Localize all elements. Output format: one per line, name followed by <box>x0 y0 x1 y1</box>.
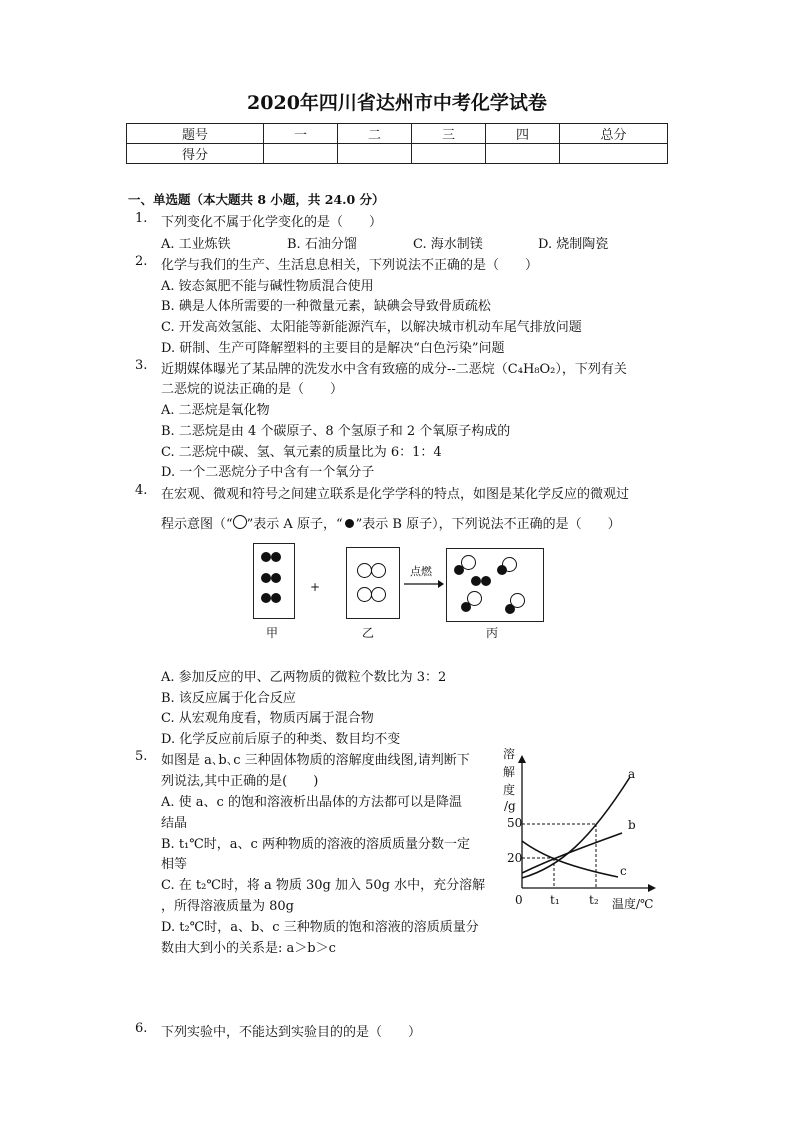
option: A. 铵态氮肥不能与碱性物质混合使用 <box>161 279 374 294</box>
question-stem: 在宏观、微观和符号之间建立联系是化学学科的特点，如图是某化学反应的微观过 <box>161 487 630 502</box>
white-atom-icon <box>371 587 386 602</box>
black-atom-icon <box>481 576 491 586</box>
x-tick-t1: t₁ <box>550 893 560 907</box>
curve-label-c: c <box>620 864 627 878</box>
option: A. 二恶烷是氧化物 <box>161 403 270 418</box>
figure-label-jia: 甲 <box>266 626 279 640</box>
white-atom-icon <box>357 587 372 602</box>
header-cell: 题号 <box>127 124 264 144</box>
figure-label-yi: 乙 <box>362 626 375 640</box>
graph-origin: 0 <box>515 893 523 907</box>
header-cell: 三 <box>412 124 486 144</box>
black-atom-icon <box>271 593 281 603</box>
stem-part: ”表示 A 原子，“ <box>246 517 343 532</box>
question-stem: 近期媒体曝光了某品牌的洗发水中含有致癌的成分--二恶烷（C₄H₈O₂），下列有关 <box>161 362 627 377</box>
black-atom-icon <box>454 565 464 575</box>
black-atom-icon <box>261 552 271 562</box>
question-stem-line2 <box>161 513 621 532</box>
option: D. 化学反应前后原子的种类、数目均不变 <box>161 732 401 747</box>
question-number: 1. <box>135 211 148 226</box>
option: C. 二恶烷中碳、氢、氧元素的质量比为 6：1：4 <box>161 445 442 460</box>
row-label-cell: 得分 <box>127 144 264 164</box>
black-atom-icon <box>261 593 271 603</box>
option: B. 石油分馏 <box>287 237 357 252</box>
option: B. 二恶烷是由 4 个碳原子、8 个氢原子和 2 个氧原子构成的 <box>161 424 511 439</box>
score-cell[interactable] <box>264 144 338 164</box>
score-cell[interactable] <box>338 144 412 164</box>
question-stem: 二恶烷的说法正确的是（ ） <box>161 382 344 397</box>
reactant-yi-box <box>346 547 400 619</box>
header-cell: 四 <box>486 124 560 144</box>
black-atom-icon <box>461 602 471 612</box>
white-atom-icon <box>371 563 386 578</box>
question-number: 4. <box>135 483 148 498</box>
header-cell: 二 <box>338 124 412 144</box>
header-cell: 总分 <box>560 124 668 144</box>
black-atom-icon <box>497 565 507 575</box>
curve-label-a: a <box>628 767 636 781</box>
black-atom-icon <box>505 604 515 614</box>
option: C. 在 t₂℃时，将 a 物质 30g 加入 50g 水中，充分溶解 <box>161 878 486 893</box>
page-title: 2020年四川省达州市中考化学试卷 <box>247 92 547 114</box>
question-number: 6. <box>135 1021 148 1036</box>
question-stem: 下列实验中，不能达到实验目的的是（ ） <box>161 1025 422 1040</box>
graph-xlabel: 温度/℃ <box>612 897 654 911</box>
black-atom-icon <box>271 552 281 562</box>
option: D. t₂℃时，a、b、c 三种物质的饱和溶液的溶质质量分 <box>161 920 479 935</box>
reaction-arrow-icon <box>402 578 444 590</box>
curve-a <box>522 777 630 878</box>
black-atom-icon <box>345 519 354 528</box>
figure-label-bing: 丙 <box>486 626 499 640</box>
option-continued: 数由大到小的关系是: a＞b＞c <box>161 941 336 956</box>
question-stem: 下列变化不属于化学变化的是（ ） <box>161 215 383 230</box>
option-continued: 结晶 <box>161 816 188 831</box>
product-bing-box <box>446 548 544 622</box>
option: C. 海水制镁 <box>413 237 483 252</box>
black-atom-icon <box>471 576 481 586</box>
question-stem: 列说法,其中正确的是( ) <box>161 774 319 789</box>
option: D. 烧制陶瓷 <box>538 237 609 252</box>
option: B. 该反应属于化合反应 <box>161 691 296 706</box>
score-cell[interactable] <box>412 144 486 164</box>
score-table-header-row <box>127 124 668 144</box>
header-cell: 一 <box>264 124 338 144</box>
question-number: 5. <box>135 749 148 764</box>
x-tick-t2: t₂ <box>589 893 599 907</box>
curve-label-b: b <box>628 818 636 832</box>
solubility-graph <box>500 755 670 905</box>
option-continued: ，所得溶液质量为 80g <box>161 899 294 914</box>
arrow-label: 点燃 <box>410 565 432 578</box>
score-table-score-row <box>127 144 668 164</box>
option: A. 使 a、c 的饱和溶液析出晶体的方法都可以是降温 <box>161 795 462 810</box>
option: C. 开发高效氢能、太阳能等新能源汽车，以解决城市机动车尾气排放问题 <box>161 320 582 335</box>
graph-ylabel: 度 <box>503 783 516 797</box>
graph-ylabel: /g <box>504 799 516 813</box>
option: D. 一个二恶烷分子中含有一个氧分子 <box>161 465 375 480</box>
option: D. 研制、生产可降解塑料的主要目的是解决“白色污染”问题 <box>161 341 505 356</box>
y-axis-arrow-icon <box>518 755 526 763</box>
option: B. 碘是人体所需要的一种微量元素，缺碘会导致骨质疏松 <box>161 299 491 314</box>
plus-sign: + <box>310 580 321 594</box>
white-atom-icon <box>357 563 372 578</box>
score-table <box>126 123 668 164</box>
stem-part: 程示意图（“ <box>161 517 233 532</box>
option: A. 参加反应的甲、乙两物质的微粒个数比为 3：2 <box>161 670 447 685</box>
y-tick-20: 20 <box>507 851 523 865</box>
section-heading: 一、单选题（本大题共 8 小题，共 24.0 分） <box>128 192 385 207</box>
stem-part: ”表示 B 原子），下列说法不正确的是（ ） <box>355 517 621 532</box>
question-stem: 化学与我们的生产、生活息息相关，下列说法不正确的是（ ） <box>161 258 539 273</box>
score-cell[interactable] <box>560 144 668 164</box>
question-number: 2. <box>135 254 148 269</box>
option: C. 从宏观角度看，物质丙属于混合物 <box>161 711 374 726</box>
option: B. t₁℃时，a、c 两种物质的溶液的溶质质量分数一定 <box>161 837 470 852</box>
black-atom-icon <box>271 573 281 583</box>
black-atom-icon <box>261 573 271 583</box>
graph-ylabel: 解 <box>503 765 516 779</box>
score-cell[interactable] <box>486 144 560 164</box>
question-stem: 如图是 a､b､c 三种固体物质的溶解度曲线图,请判断下 <box>161 753 470 768</box>
reactant-jia-box <box>253 543 295 619</box>
curve-c <box>522 841 618 877</box>
white-atom-icon <box>233 515 247 529</box>
option: A. 工业炼铁 <box>161 237 231 252</box>
question-number: 3. <box>135 358 148 373</box>
option-continued: 相等 <box>161 857 188 872</box>
graph-ylabel: 溶 <box>503 747 516 761</box>
x-axis-arrow-icon <box>648 884 656 892</box>
curve-b <box>522 833 622 873</box>
y-tick-50: 50 <box>507 816 523 830</box>
